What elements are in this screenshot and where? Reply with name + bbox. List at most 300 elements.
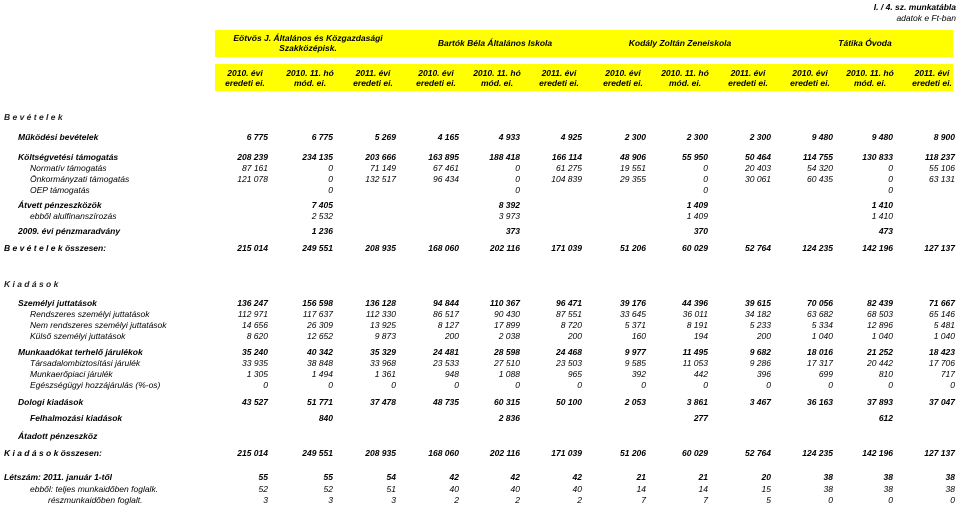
cell-value: 87 161: [242, 163, 268, 173]
cell-value: 0: [950, 380, 955, 390]
cell-value: 8 127: [437, 320, 459, 330]
cell-value: 1 409: [686, 211, 708, 221]
cell-value: 20 442: [867, 358, 893, 368]
cell-value: 33 968: [370, 358, 396, 368]
cell-value: 840: [318, 413, 333, 423]
row-label: Egészségügyi hozzájárulás (%-os): [30, 380, 161, 390]
table-row: [0, 163, 960, 174]
cell-value: 8 620: [246, 331, 268, 341]
column-head: 2010. 11. hó mód. ei.: [661, 68, 709, 88]
cell-value: 0: [328, 380, 333, 390]
cell-value: 208 935: [365, 243, 396, 253]
cell-value: 188 418: [489, 152, 520, 162]
cell-value: 11 495: [682, 347, 708, 357]
cell-value: 117 637: [302, 309, 333, 319]
cell-value: 63 682: [807, 309, 833, 319]
cell-value: 0: [263, 380, 268, 390]
cell-value: 21: [698, 472, 708, 482]
row-label: Dologi kiadások: [18, 397, 84, 407]
cell-value: 51 206: [620, 243, 646, 253]
cell-value: 442: [693, 369, 708, 379]
cell-value: 1 494: [311, 369, 333, 379]
cell-value: 370: [693, 226, 708, 236]
cell-value: 1 040: [871, 331, 893, 341]
cell-value: 34 182: [745, 309, 771, 319]
cell-value: 55: [323, 472, 333, 482]
cell-value: 54 320: [807, 163, 833, 173]
cell-value: 965: [567, 369, 582, 379]
cell-value: 35 329: [370, 347, 396, 357]
cell-value: 1 410: [871, 211, 893, 221]
cell-value: 35 240: [242, 347, 268, 357]
cell-value: 71 149: [370, 163, 396, 173]
cell-value: 86 517: [433, 309, 459, 319]
cell-value: 1 040: [933, 331, 955, 341]
cell-value: 50 100: [556, 397, 582, 407]
cell-value: 68 503: [867, 309, 893, 319]
cell-value: 63 131: [929, 174, 955, 184]
cell-value: 44 396: [682, 298, 708, 308]
cell-value: 136 128: [365, 298, 396, 308]
cell-value: 38: [945, 472, 955, 482]
cell-value: 3 973: [498, 211, 520, 221]
cell-value: 9 480: [811, 132, 833, 142]
cell-value: 7 405: [311, 200, 333, 210]
cell-value: 234 135: [302, 152, 333, 162]
cell-value: 40: [449, 484, 459, 494]
table-row: [0, 472, 960, 483]
cell-value: 142 196: [862, 243, 893, 253]
cell-value: 0: [515, 174, 520, 184]
cell-value: 37 893: [867, 397, 893, 407]
cell-value: 3: [328, 495, 333, 505]
cell-value: 156 598: [302, 298, 333, 308]
cell-value: 0: [703, 185, 708, 195]
cell-value: 277: [693, 413, 708, 423]
section-title-revenues: B e v é t e l e k: [4, 112, 63, 122]
cell-value: 67 461: [433, 163, 459, 173]
cell-value: 24 481: [433, 347, 459, 357]
row-label: Felhalmozási kiadások: [30, 413, 123, 423]
cell-value: 2 836: [498, 413, 520, 423]
table-row: [0, 495, 960, 506]
row-label: B e v é t e l e k összesen:: [4, 243, 107, 253]
row-label: Külső személyi juttatások: [30, 331, 126, 341]
cell-value: 65 146: [929, 309, 955, 319]
cell-value: 60 029: [682, 243, 708, 253]
cell-value: 36 011: [682, 309, 708, 319]
cell-value: 112 330: [365, 309, 396, 319]
cell-value: 215 014: [237, 243, 268, 253]
row-label: Működési bevételek: [18, 132, 99, 142]
cell-value: 42: [449, 472, 459, 482]
cell-value: 0: [888, 185, 893, 195]
cell-value: 37 478: [370, 397, 396, 407]
cell-value: 202 116: [489, 243, 520, 253]
cell-value: 18 423: [929, 347, 955, 357]
cell-value: 52: [258, 484, 268, 494]
column-head: 2010. évi eredeti ei.: [790, 68, 830, 88]
cell-value: 24 468: [556, 347, 582, 357]
cell-value: 28 598: [494, 347, 520, 357]
cell-value: 810: [878, 369, 893, 379]
institution-name: Eötvös J. Általános és Közgazdasági Szakközépisk.: [233, 33, 383, 53]
cell-value: 9 977: [624, 347, 646, 357]
column-head: 2010. évi eredeti ei.: [225, 68, 265, 88]
cell-value: 55 950: [682, 152, 708, 162]
column-head: 2011. évi eredeti ei.: [728, 68, 768, 88]
table-row: [0, 298, 960, 309]
cell-value: 0: [888, 380, 893, 390]
cell-value: 396: [756, 369, 771, 379]
cell-value: 3 861: [686, 397, 708, 407]
cell-value: 3 467: [749, 397, 771, 407]
row-label: ebből alulfinanszírozás: [30, 211, 117, 221]
cell-value: 215 014: [237, 448, 268, 458]
cell-value: 6 775: [311, 132, 333, 142]
table-row: [0, 320, 960, 331]
cell-value: 38: [823, 472, 833, 482]
row-label: Személyi juttatások: [18, 298, 97, 308]
table-row: [0, 369, 960, 380]
section-title-expenditures: K i a d á s o k: [4, 279, 59, 289]
cell-value: 9 585: [624, 358, 646, 368]
cell-value: 4 165: [437, 132, 459, 142]
cell-value: 33 645: [620, 309, 646, 319]
table-row: [0, 309, 960, 320]
row-label: Önkormányzati támogatás: [30, 174, 130, 184]
cell-value: 1 410: [871, 200, 893, 210]
cell-value: 60 029: [682, 448, 708, 458]
table-number: I. / 4. sz. munkatábla: [873, 2, 956, 12]
row-label: Társadalombiztosítási járulék: [30, 358, 141, 368]
cell-value: 52 764: [745, 448, 771, 458]
cell-value: 13 925: [370, 320, 396, 330]
column-head: 2011. évi eredeti ei.: [912, 68, 952, 88]
column-head: 2010. 11. hó mód. ei.: [286, 68, 334, 88]
cell-value: 249 551: [302, 448, 333, 458]
cell-value: 0: [888, 495, 893, 505]
cell-value: 17 899: [494, 320, 520, 330]
cell-value: 0: [703, 174, 708, 184]
cell-value: 0: [515, 163, 520, 173]
cell-value: 0: [328, 174, 333, 184]
cell-value: 2: [577, 495, 582, 505]
table-row: [0, 174, 960, 185]
cell-value: 0: [828, 380, 833, 390]
cell-value: 171 039: [551, 448, 582, 458]
cell-value: 2: [515, 495, 520, 505]
cell-value: 18 016: [807, 347, 833, 357]
cell-value: 0: [454, 380, 459, 390]
cell-value: 121 078: [237, 174, 268, 184]
row-label: Munkaerőpiaci járulék: [30, 369, 113, 379]
cell-value: 55: [258, 472, 268, 482]
cell-value: 208 239: [237, 152, 268, 162]
cell-value: 17 317: [807, 358, 833, 368]
cell-value: 0: [703, 380, 708, 390]
institution-name: Tátika Óvoda: [838, 38, 892, 48]
row-label: Átvett pénzeszközök: [18, 200, 102, 210]
cell-value: 0: [828, 495, 833, 505]
column-head: 2010. évi eredeti ei.: [416, 68, 456, 88]
cell-value: 2 300: [624, 132, 646, 142]
cell-value: 9 480: [871, 132, 893, 142]
cell-value: 124 235: [802, 448, 833, 458]
table-row: [0, 243, 960, 254]
cell-value: 14 656: [242, 320, 268, 330]
row-label: K i a d á s o k összesen:: [4, 448, 102, 458]
cell-value: 1 305: [246, 369, 268, 379]
cell-value: 20 403: [745, 163, 771, 173]
cell-value: 60 315: [494, 397, 520, 407]
row-label: részmunkaidőben foglalt.: [48, 495, 143, 505]
cell-value: 40: [572, 484, 582, 494]
cell-value: 5 233: [749, 320, 771, 330]
cell-value: 130 833: [862, 152, 893, 162]
cell-value: 21 252: [867, 347, 893, 357]
cell-value: 29 355: [620, 174, 646, 184]
table-row: [0, 226, 960, 237]
cell-value: 30 061: [745, 174, 771, 184]
cell-value: 171 039: [551, 243, 582, 253]
cell-value: 948: [444, 369, 459, 379]
cell-value: 132 517: [365, 174, 396, 184]
table-row: [0, 211, 960, 222]
cell-value: 8 392: [498, 200, 520, 210]
cell-value: 15: [761, 484, 771, 494]
cell-value: 0: [888, 174, 893, 184]
cell-value: 110 367: [489, 298, 520, 308]
cell-value: 473: [878, 226, 893, 236]
cell-value: 200: [756, 331, 771, 341]
cell-value: 60 435: [807, 174, 833, 184]
cell-value: 5 481: [933, 320, 955, 330]
cell-value: 0: [577, 380, 582, 390]
cell-value: 39 176: [620, 298, 646, 308]
cell-value: 2 053: [624, 397, 646, 407]
cell-value: 42: [510, 472, 520, 482]
cell-value: 9 682: [749, 347, 771, 357]
column-head: 2010. 11. hó mód. ei.: [473, 68, 521, 88]
cell-value: 249 551: [302, 243, 333, 253]
cell-value: 163 895: [428, 152, 459, 162]
table-row: [0, 185, 960, 196]
table-row: [0, 347, 960, 358]
cell-value: 5 371: [624, 320, 646, 330]
cell-value: 142 196: [862, 448, 893, 458]
cell-value: 160: [631, 331, 646, 341]
cell-value: 200: [567, 331, 582, 341]
cell-value: 0: [328, 185, 333, 195]
cell-value: 61 275: [556, 163, 582, 173]
cell-value: 54: [386, 472, 396, 482]
cell-value: 2 038: [498, 331, 520, 341]
row-label: 2009. évi pénzmaradvány: [18, 226, 121, 236]
cell-value: 1 361: [374, 369, 396, 379]
cell-value: 127 137: [924, 448, 955, 458]
cell-value: 40 342: [307, 347, 333, 357]
cell-value: 70 056: [807, 298, 833, 308]
table-row: [0, 200, 960, 211]
cell-value: 5 269: [374, 132, 396, 142]
cell-value: 200: [444, 331, 459, 341]
cell-value: 39 615: [745, 298, 771, 308]
cell-value: 20: [761, 472, 771, 482]
row-label: Normatív támogatás: [30, 163, 107, 173]
cell-value: 33 935: [242, 358, 268, 368]
cell-value: 51 206: [620, 448, 646, 458]
cell-value: 37 047: [929, 397, 955, 407]
cell-value: 14: [698, 484, 708, 494]
cell-value: 43 527: [242, 397, 268, 407]
cell-value: 90 430: [494, 309, 520, 319]
table-row: [0, 448, 960, 459]
cell-value: 71 667: [929, 298, 955, 308]
row-label: Rendszeres személyi juttatások: [30, 309, 150, 319]
institution-name: Bartók Béla Általános Iskola: [437, 38, 553, 48]
cell-value: 5 334: [811, 320, 833, 330]
cell-value: 23 533: [433, 358, 459, 368]
cell-value: 194: [693, 331, 708, 341]
cell-value: 168 060: [428, 448, 459, 458]
cell-value: 202 116: [489, 448, 520, 458]
cell-value: 0: [515, 380, 520, 390]
cell-value: 104 839: [551, 174, 582, 184]
cell-value: 612: [878, 413, 893, 423]
cell-value: 0: [391, 380, 396, 390]
cell-value: 6 775: [246, 132, 268, 142]
cell-value: 40: [510, 484, 520, 494]
table-row: [0, 152, 960, 163]
column-head: 2011. évi eredeti ei.: [539, 68, 579, 88]
cell-value: 4 933: [498, 132, 520, 142]
cell-value: 8 191: [686, 320, 708, 330]
cell-value: 699: [818, 369, 833, 379]
cell-value: 114 755: [802, 152, 833, 162]
cell-value: 0: [888, 163, 893, 173]
cell-value: 2 300: [686, 132, 708, 142]
row-label: Létszám: 2011. január 1-től: [4, 472, 113, 482]
cell-value: 127 137: [924, 243, 955, 253]
cell-value: 0: [766, 380, 771, 390]
cell-value: 52: [323, 484, 333, 494]
column-head: 2010. évi eredeti ei.: [603, 68, 643, 88]
table-row: [0, 431, 960, 442]
cell-value: 392: [631, 369, 646, 379]
cell-value: 42: [572, 472, 582, 482]
cell-value: 9 286: [749, 358, 771, 368]
table-row: [0, 484, 960, 495]
cell-value: 203 666: [365, 152, 396, 162]
cell-value: 48 906: [620, 152, 646, 162]
cell-value: 38: [823, 484, 833, 494]
cell-value: 4 925: [560, 132, 582, 142]
cell-value: 2 532: [311, 211, 333, 221]
cell-value: 7: [641, 495, 646, 505]
cell-value: 8 900: [933, 132, 955, 142]
cell-value: 38: [945, 484, 955, 494]
cell-value: 0: [703, 163, 708, 173]
cell-value: 3: [391, 495, 396, 505]
cell-value: 1 088: [498, 369, 520, 379]
cell-value: 87 551: [556, 309, 582, 319]
table-row: [0, 397, 960, 408]
cell-value: 52 764: [745, 243, 771, 253]
column-head: 2010. 11. hó mód. ei.: [846, 68, 894, 88]
table-row: [0, 132, 960, 143]
cell-value: 19 551: [620, 163, 646, 173]
cell-value: 118 237: [924, 152, 955, 162]
cell-value: 0: [641, 380, 646, 390]
cell-value: 166 114: [551, 152, 582, 162]
cell-value: 0: [515, 185, 520, 195]
cell-value: 0: [328, 163, 333, 173]
cell-value: 717: [940, 369, 955, 379]
table-row: [0, 380, 960, 391]
cell-value: 1 409: [686, 200, 708, 210]
cell-value: 8 720: [560, 320, 582, 330]
unit-note: adatok e Ft-ban: [896, 13, 956, 23]
cell-value: 38: [883, 472, 893, 482]
cell-value: 51 771: [307, 397, 333, 407]
institution-name: Kodály Zoltán Zeneiskola: [628, 38, 732, 48]
cell-value: 96 434: [433, 174, 459, 184]
cell-value: 0: [950, 495, 955, 505]
cell-value: 82 439: [867, 298, 893, 308]
cell-value: 26 309: [307, 320, 333, 330]
row-label: Nem rendszeres személyi juttatások: [30, 320, 167, 330]
cell-value: 51: [386, 484, 396, 494]
cell-value: 168 060: [428, 243, 459, 253]
cell-value: 7: [703, 495, 708, 505]
cell-value: 55 106: [929, 163, 955, 173]
cell-value: 9 873: [374, 331, 396, 341]
cell-value: 11 053: [682, 358, 708, 368]
cell-value: 36 163: [807, 397, 833, 407]
table-row: [0, 358, 960, 369]
cell-value: 50 464: [745, 152, 771, 162]
cell-value: 1 236: [311, 226, 333, 236]
cell-value: 12 896: [867, 320, 893, 330]
cell-value: 208 935: [365, 448, 396, 458]
cell-value: 21: [636, 472, 646, 482]
cell-value: 12 652: [307, 331, 333, 341]
row-label: Munkaadókat terhelő járulékok: [18, 347, 143, 357]
cell-value: 23 503: [556, 358, 582, 368]
cell-value: 3: [263, 495, 268, 505]
cell-value: 2: [454, 495, 459, 505]
cell-value: 14: [636, 484, 646, 494]
table-row: [0, 331, 960, 342]
cell-value: 136 247: [237, 298, 268, 308]
row-label: OEP támogatás: [30, 185, 90, 195]
cell-value: 112 971: [237, 309, 268, 319]
column-head: 2011. évi eredeti ei.: [353, 68, 393, 88]
cell-value: 17 706: [929, 358, 955, 368]
cell-value: 38 848: [307, 358, 333, 368]
cell-value: 124 235: [802, 243, 833, 253]
row-label: ebből: teljes munkaidőben foglalk.: [30, 484, 159, 494]
cell-value: 5: [766, 495, 771, 505]
cell-value: 38: [883, 484, 893, 494]
cell-value: 96 471: [556, 298, 582, 308]
cell-value: 48 735: [433, 397, 459, 407]
row-label: Költségvetési támogatás: [18, 152, 119, 162]
cell-value: 373: [505, 226, 520, 236]
row-label: Átadott pénzeszköz: [18, 431, 98, 441]
cell-value: 94 844: [433, 298, 459, 308]
